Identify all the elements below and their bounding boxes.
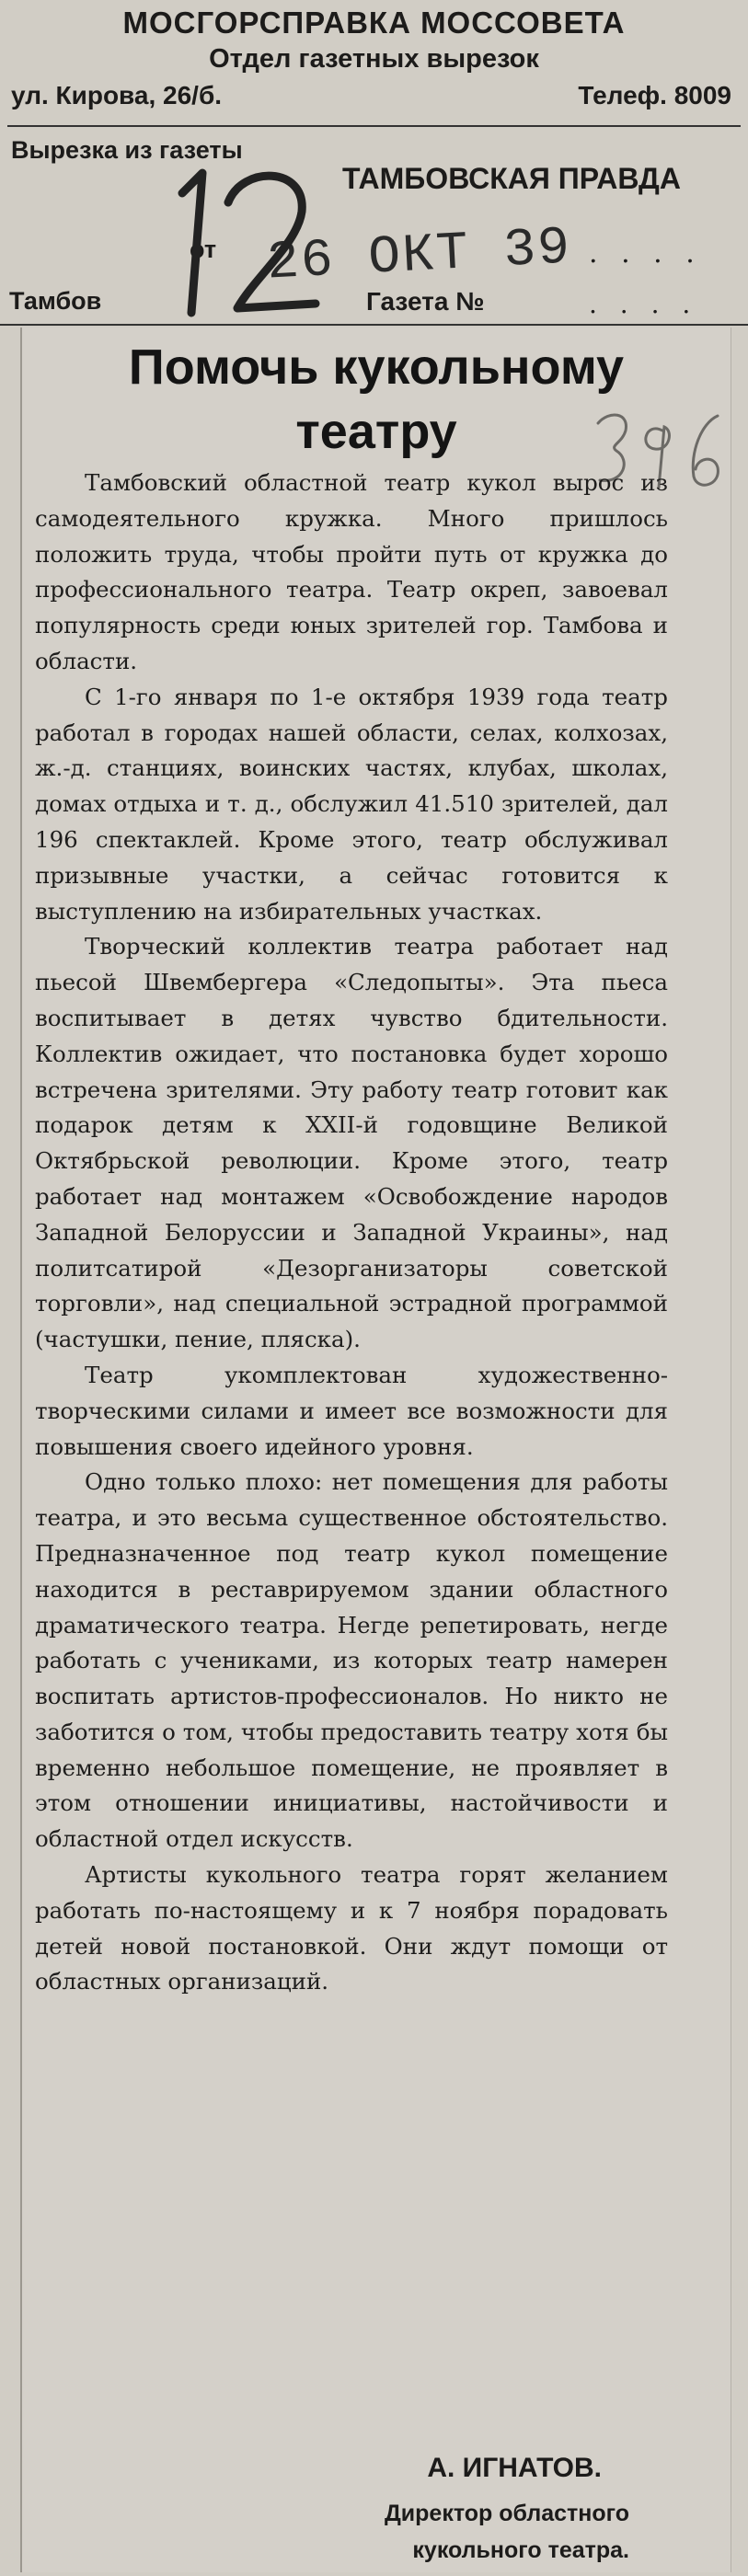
stamp-city: Тамбов <box>9 287 102 315</box>
headline-line-1: Помочь кукольному <box>128 339 625 395</box>
author-role-line-1: Директор областного <box>384 2501 629 2526</box>
stamp-address: ул. Кирова, 26/б. <box>11 81 223 109</box>
article-paragraph: Театр укомплектован художественно-творческими силами и имеет все возможности для повышения своего идейного уровня. <box>35 1361 668 1460</box>
handwritten-number-mark <box>155 156 329 322</box>
article-paragraph: Тамбовский областной театр кукол вырос из самодеятельного кружка. Много пришлось положить труда, чтобы пройти путь от кружка до профессионального театра. Театр окреп, завоевал популярность среди юных зрителей гор. Тамбова и области. <box>35 469 668 674</box>
newspaper-article <box>20 328 731 2572</box>
stamp-newspaper-name: ТАМБОВСКАЯ ПРАВДА <box>342 162 681 195</box>
author-role-line-2: кукольного театра. <box>412 2537 629 2563</box>
headline-line-2: театру <box>295 404 457 459</box>
stamp-phone: Телеф. 8009 <box>578 81 731 109</box>
stamp-organization: МОСГОРСПРАВКА МОССОВЕТА <box>122 6 626 40</box>
stamp-from-label: от <box>190 236 217 263</box>
article-author-role <box>22 2495 629 2569</box>
stamp-gazeta-dots: . . . . <box>589 289 698 319</box>
article-paragraph: Творческий коллектив театра работает над пьесой Швембергера «Следопыты». Эта пьеса воспитывает в детях чувство бдительности. Коллектив ожидает, что постановка будет хорошо встречена зрителями. Эту работу театр готовит как подарок детям к XXII-й годовщине Великой Октябрьской революции. Кроме этого, театр работает над монтажем «Освобождение народов Западной Белоруссии и Западной Украины», над политсатирой «Дезорганизаторы советской торговли», над специальной эстрадной программой (частушки, пение, пляска). <box>35 933 668 1353</box>
stamp-department: Отдел газетных вырезок <box>209 44 539 74</box>
article-body <box>35 466 668 2000</box>
stamp-divider <box>7 125 741 127</box>
article-author: А. ИГНАТОВ. <box>427 2453 602 2483</box>
stamp-date: 26 ОКТ 39 <box>265 218 573 294</box>
article-paragraph: Артисты кукольного театра горят желанием работать по-настоящему и к 7 ноября порадовать детей новой постановкой. Они ждут помощи от областных организаций. <box>35 1861 668 1995</box>
stamp-date-dots: . . . . <box>589 237 702 270</box>
article-paragraph: Одно только плохо: нет помещения для работы театра, и это весьма существенное обстоятельство. Предназначенное под театр кукол помещение находится в реставрируемом здании областного драматического театра. Негде репетировать, негде работать с учениками, из которых театр намерен воспитать артистов-профессионалов. Но никто не заботится о том, чтобы предоставить театру хотя бы временно небольшое помещение, не проявляет в этом отношении инициативы, настойчивости и областной отдел искусств. <box>35 1468 668 1853</box>
stamp-divider-bottom <box>0 324 748 326</box>
stamp-gazeta-label: Газета № <box>366 287 485 316</box>
article-paragraph: С 1-го января по 1-е октября 1939 года театр работал в городах нашей области, селах, колхозах, ж.-д. станциях, воинских частях, клубах, школах, домах отдыха и т. д., обслужил 41.510 зрителей, дал 196 спектаклей. Кроме этого, театр обслуживал призывные участки, а сейчас готовится к выступлению на избирательных участках. <box>35 683 668 925</box>
archive-stamp <box>0 0 748 331</box>
stamp-clipping-label: Вырезка из газеты <box>11 136 243 164</box>
